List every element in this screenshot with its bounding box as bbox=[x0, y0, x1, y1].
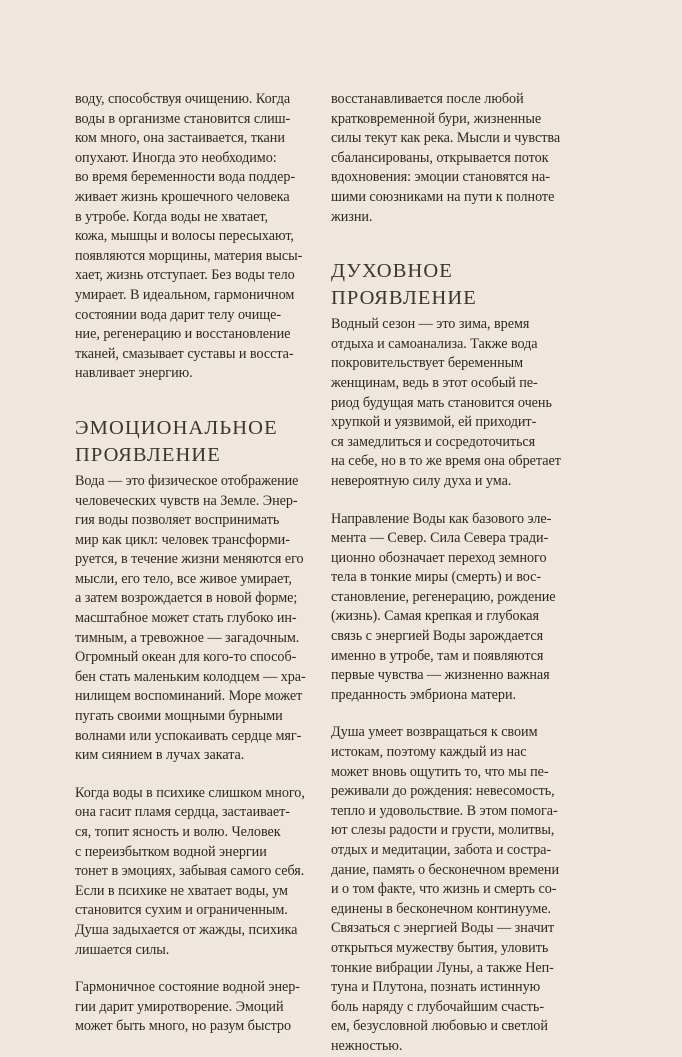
paragraph-emotional-3 bbox=[75, 978, 315, 1037]
text-line: ют слезы радости и грусти, молитвы, bbox=[331, 822, 555, 839]
text-line: ционно обозначает переход земного bbox=[331, 549, 547, 566]
text-line: туна и Плутона, познать истинную bbox=[331, 979, 541, 996]
text-line: масштабное может стать глубоко ин- bbox=[75, 610, 297, 627]
heading-line: ПРОЯВЛЕНИЕ bbox=[75, 443, 221, 466]
text-line: Душа задыхается от жажды, психика bbox=[75, 921, 298, 938]
text-line: может быть много, но разум быстро bbox=[75, 1018, 291, 1035]
text-line: (жизнь). Самая крепкая и глубокая bbox=[331, 608, 539, 625]
heading-line: ЭМОЦИОНАЛЬНОЕ bbox=[75, 416, 278, 439]
text-line: тонет в эмоциях, забывая самого себя. bbox=[75, 863, 305, 880]
text-line: волнами или успокаивать сердце мяг- bbox=[75, 727, 302, 744]
paragraph-spiritual-1 bbox=[331, 315, 581, 491]
heading-line: ДУХОВНОЕ bbox=[331, 260, 453, 283]
text-line: силы текут как река. Мысли и чувства bbox=[331, 130, 561, 147]
text-line: Вода — это физическое отображение bbox=[75, 472, 299, 489]
paragraph-body-water bbox=[75, 90, 315, 384]
text-line: бен стать маленьким колодцем — хра- bbox=[75, 668, 306, 685]
text-line: навливает энергию. bbox=[75, 365, 193, 382]
text-line: Направление Воды как базового эле- bbox=[331, 510, 552, 527]
text-line: появляются морщины, материя высы- bbox=[75, 247, 303, 264]
left-column bbox=[75, 90, 315, 1037]
text-line: хрупкой и уязвимой, ей приходит- bbox=[331, 414, 537, 431]
text-line: умирает. В идеальном, гармоничном bbox=[75, 286, 295, 303]
text-line: состоянии вода дарит телу очище- bbox=[75, 306, 282, 323]
text-line: человеческих чувств на Земле. Энер- bbox=[75, 492, 298, 509]
text-line: Связаться с энергией Воды — значит bbox=[331, 920, 555, 937]
text-line: ем, безусловной любовью и светлой bbox=[331, 1018, 548, 1035]
text-line: восстанавливается после любой bbox=[331, 91, 524, 107]
text-line: а затем возрождается в новой форме; bbox=[75, 590, 298, 607]
text-line: отдых и медитации, забота и состра- bbox=[331, 842, 552, 858]
text-line: гия воды позволяет воспринимать bbox=[75, 512, 280, 529]
paragraph-emotional-continued bbox=[331, 90, 581, 227]
text-line: руется, в течение жизни меняются его bbox=[75, 551, 304, 568]
heading-spiritual bbox=[331, 258, 581, 312]
text-line: пугать своими мощными бурными bbox=[75, 708, 283, 725]
text-line: тканей, смазывает суставы и восста- bbox=[75, 345, 294, 362]
text-line: на себе, но в то же время она обретает bbox=[331, 453, 561, 470]
text-line: нежностью. bbox=[331, 1037, 403, 1054]
text-line: становится сухим и ограниченным. bbox=[75, 902, 288, 919]
text-line: преданность эмбриона матери. bbox=[331, 686, 516, 703]
text-line: она гасит пламя сердца, застаивает- bbox=[75, 804, 290, 821]
text-line: боль наряду с глубочайшим счасть- bbox=[331, 998, 545, 1015]
text-line: хает, жизнь отступает. Без воды тело bbox=[75, 267, 295, 284]
text-line: именно в утробе, там и появляются bbox=[331, 647, 544, 664]
text-line: ся, топит ясность и волю. Человек bbox=[75, 824, 281, 840]
text-line: Водный сезон — это зима, время bbox=[331, 316, 530, 333]
text-line: жизни. bbox=[331, 208, 373, 225]
text-line: сбалансированы, открывается поток bbox=[331, 149, 549, 166]
text-line: дание, память о бесконечном времени bbox=[331, 861, 559, 878]
heading-emotional bbox=[75, 415, 315, 469]
text-line: мысли, его тело, все живое умирает, bbox=[75, 570, 292, 587]
text-line: тонкие вибрации Луны, а также Неп- bbox=[331, 959, 554, 976]
paragraph-spiritual-2 bbox=[331, 510, 581, 706]
paragraph-emotional-1 bbox=[75, 472, 315, 766]
text-line: единены в бесконечном континууме. bbox=[331, 900, 552, 917]
paragraph-emotional-2 bbox=[75, 784, 315, 960]
text-line: риод будущая мать становится очень bbox=[331, 394, 552, 411]
text-line: покровительствует беременным bbox=[331, 355, 524, 372]
text-line: ся замедлиться и сосредоточиться bbox=[331, 433, 536, 450]
text-line: ком много, она застаивается, ткани bbox=[75, 130, 285, 147]
text-line: во время беременности вода поддер- bbox=[75, 169, 296, 186]
text-line: тепло и удовольствие. В этом помога- bbox=[331, 802, 558, 819]
text-line: ние, регенерацию и восстановление bbox=[75, 326, 291, 343]
text-line: в утробе. Когда воды не хватает, bbox=[75, 208, 268, 225]
text-line: живает жизнь крошечного человека bbox=[75, 188, 290, 205]
text-line: Душа умеет возвращаться к своим bbox=[331, 724, 538, 741]
text-line: может вновь ощутить то, что мы пе- bbox=[331, 763, 549, 780]
text-line: открыться мужеству бытия, уловить bbox=[331, 939, 549, 956]
text-line: воду, способствуя очищению. Когда bbox=[75, 91, 291, 107]
text-line: нилищем воспоминаний. Море может bbox=[75, 688, 303, 705]
text-line: с переизбытком водной энергии bbox=[75, 843, 267, 860]
text-line: тимным, а тревожное — загадочным. bbox=[75, 629, 300, 646]
text-line: истокам, поэтому каждый из нас bbox=[331, 744, 527, 761]
text-line: мир как цикл: человек трансформи- bbox=[75, 531, 290, 548]
text-line: связь с энергией Воды зарождается bbox=[331, 628, 544, 645]
text-line: воды в организме становится слиш- bbox=[75, 110, 291, 127]
text-line: вдохновения: эмоции становятся на- bbox=[331, 169, 550, 186]
right-column bbox=[331, 90, 581, 1057]
text-line: и о том факте, что жизнь и смерть со- bbox=[331, 881, 557, 898]
text-line: ким сиянием в лучах заката. bbox=[75, 747, 245, 764]
text-line: тела в тонкие миры (смерть) и вос- bbox=[331, 569, 542, 586]
text-line: реживали до рождения: невесомость, bbox=[331, 783, 555, 800]
text-line: невероятную силу духа и ума. bbox=[331, 472, 512, 489]
text-line: становление, регенерацию, рождение bbox=[331, 588, 556, 605]
text-line: первые чувства — жизненно важная bbox=[331, 667, 550, 684]
text-line: женщинам, ведь в этот особый пе- bbox=[331, 374, 538, 391]
text-line: кратковременной бури, жизненные bbox=[331, 110, 542, 127]
heading-line: ПРОЯВЛЕНИЕ bbox=[331, 287, 477, 310]
text-line: Если в психике не хватает воды, ум bbox=[75, 882, 288, 899]
text-line: опухают. Иногда это необходимо: bbox=[75, 149, 277, 166]
text-line: шими союзниками на пути к полноте bbox=[331, 188, 555, 205]
text-line: мента — Север. Сила Севера тради- bbox=[331, 530, 549, 547]
text-line: Когда воды в психике слишком много, bbox=[75, 784, 305, 801]
text-line: Огромный океан для кого-то способ- bbox=[75, 649, 297, 666]
text-line: кожа, мышцы и волосы пересыхают, bbox=[75, 228, 294, 245]
text-line: гии дарит умиротворение. Эмоций bbox=[75, 998, 284, 1015]
paragraph-spiritual-3 bbox=[331, 723, 581, 1056]
text-line: лишается силы. bbox=[75, 941, 170, 958]
text-line: отдыха и самоанализа. Также вода bbox=[331, 335, 538, 352]
text-line: Гармоничное состояние водной энер- bbox=[75, 979, 300, 996]
